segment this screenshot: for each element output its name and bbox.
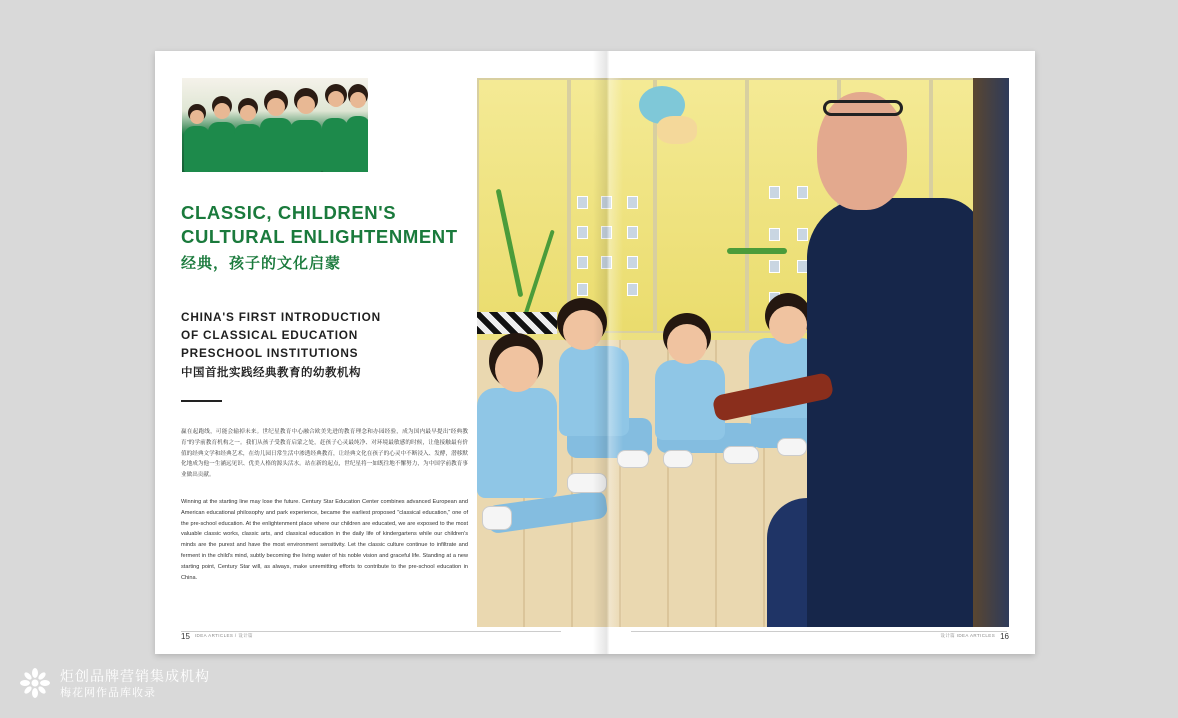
subtitle-line-3: PRESCHOOL INSTITUTIONS — [181, 346, 359, 360]
classroom-photo — [477, 78, 1009, 627]
title-line-2: CULTURAL ENLIGHTENMENT — [181, 226, 458, 247]
watermark-source: 梅花网作品库收录 — [60, 687, 156, 699]
page-number-left: 15 — [181, 631, 190, 641]
magazine-spread — [155, 51, 1035, 654]
subtitle-line-1: CHINA'S FIRST INTRODUCTION — [181, 310, 381, 324]
page-number-right: 16 — [1000, 631, 1009, 641]
glasses-on-head — [823, 100, 903, 116]
article-title-english — [181, 201, 481, 249]
body-text-chinese: 赢在起跑线，可能会输掉未来。世纪星教育中心融合欧美先进的教育理念和办园经验，成为国内最早提出“经典教育”的学前教育机构之一。我们从孩子受教育启蒙之处，赶孩子心灵最纯净、对环境最敏感的时候，让他接触最有价值的经典文学和经典艺术，在幼儿园日常生活中渗透经典教育，让经典文化在孩子的心灵中不断浸入、发酵，潜移默化地成为他一生涵远见识、优美人格的源头活水。站在新的起点，世纪星将一如既往地不懈努力，为中国学前教育事业做出贡献。 — [181, 429, 468, 479]
children-group-photo — [182, 78, 368, 172]
body-text-english: Winning at the starting line may lose the future. Century Star Education Center combines advanced European and American educational philosophy and park experience, became the earliest proposed "classical education," one of the pre-school education. At the enlightenment place where our children are educated, we are exposed to the most valuable classic works, classic arts, and classical education in the daily life of kindergartens while our children's minds are the purest and have the most environment sensitivity. Let the classic culture continue to infiltrate and ferment in the child's mind, subtly becoming the living water of his noble vision and graceful life. Standing at a new starting point, Century Star will, as always, make unremitting efforts to contribute to the pre-school education in China. — [181, 499, 468, 581]
footer-right — [940, 629, 1009, 643]
footer-left — [181, 629, 253, 643]
teacher-jacket — [807, 198, 983, 627]
photo-right-edge — [973, 78, 1009, 627]
divider-rule — [181, 400, 222, 402]
subtitle-english — [181, 308, 441, 362]
brand-flower-icon — [20, 668, 50, 698]
folio-text-right: 设计篇 IDEA ARTICLES — [940, 633, 996, 638]
subtitle-line-2: OF CLASSICAL EDUCATION — [181, 328, 359, 342]
title-line-1: CLASSIC, CHILDREN'S — [181, 202, 397, 223]
folio-text-left: IDEA ARTICLES / 设计篇 — [194, 633, 253, 638]
subtitle-chinese: 中国首批实践经典教育的幼教机构 — [181, 367, 361, 379]
article-title-chinese: 经典，孩子的文化启蒙 — [181, 255, 342, 272]
watermark-brand-name: 炬创品牌营销集成机构 — [60, 668, 210, 684]
